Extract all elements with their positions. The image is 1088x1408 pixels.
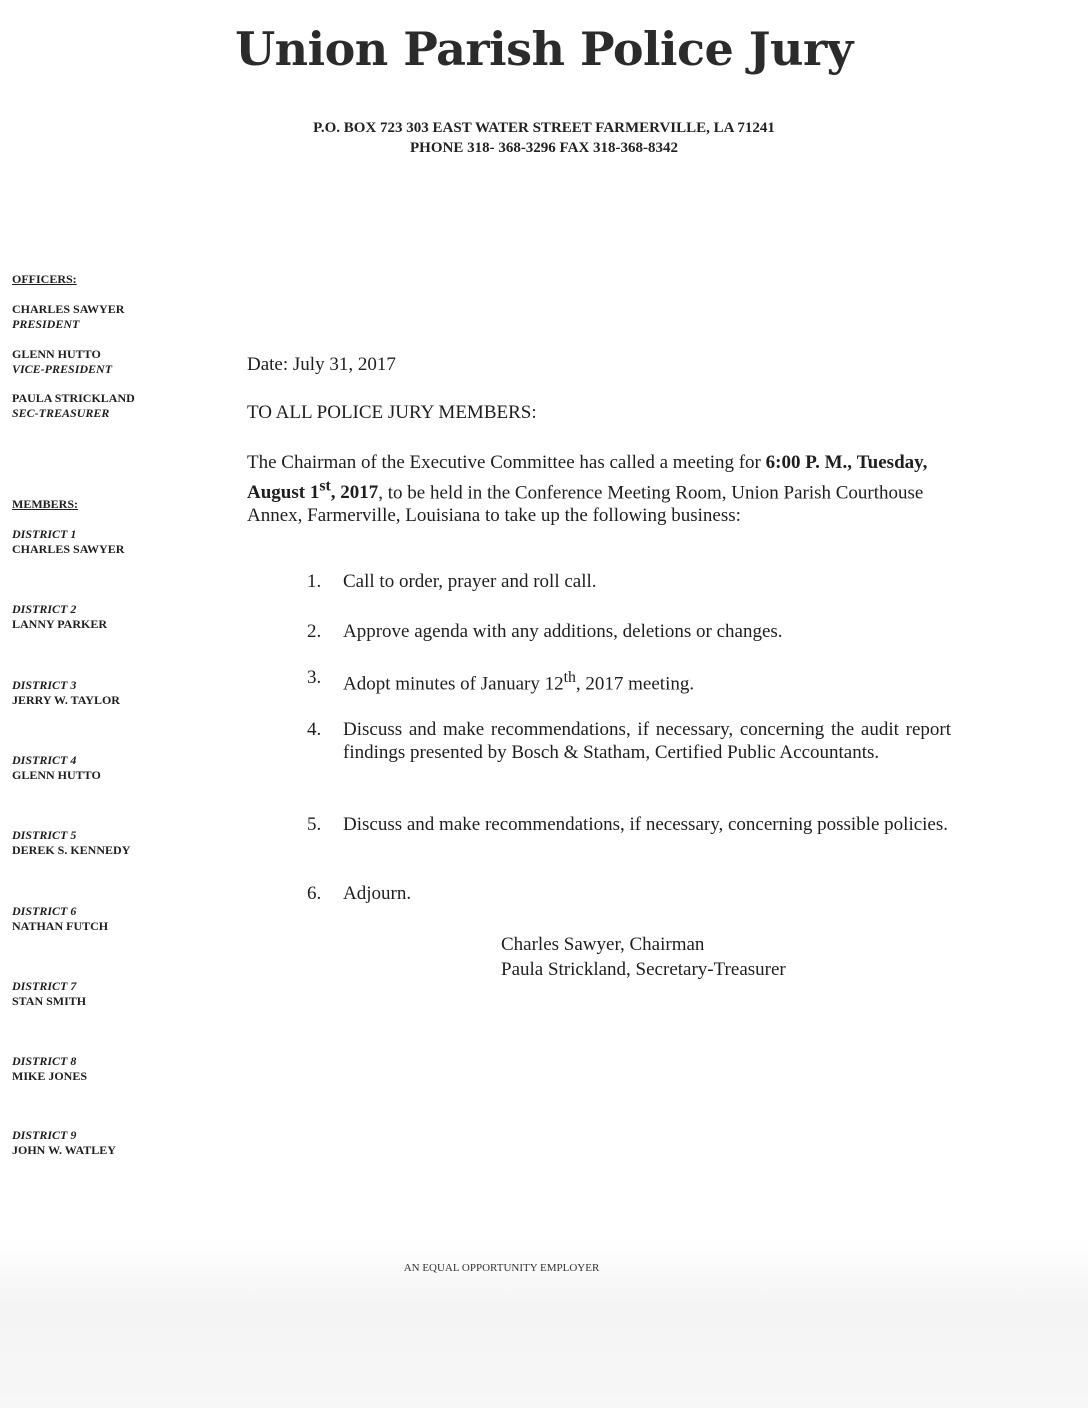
footer-text: AN EQUAL OPPORTUNITY EMPLOYER	[403, 1262, 600, 1274]
agenda-text: Discuss and make recommendations, if necessary, concerning the audit report findings presented by Bosch & Statham, Certified Public Accountants.	[343, 719, 951, 763]
intro-paragraph	[247, 451, 937, 528]
member-district: DISTRICT 9	[12, 1128, 77, 1142]
agenda-text: Approve agenda with any additions, deletions or changes.	[343, 621, 783, 642]
agenda-number: 5.	[307, 814, 322, 835]
member-district: DISTRICT 7	[12, 979, 77, 993]
member-name: DEREK S. KENNEDY	[12, 843, 131, 857]
officer-entry	[12, 302, 124, 332]
agenda-item	[307, 813, 951, 836]
members-heading: MEMBERS:	[12, 497, 78, 511]
officers-heading: OFFICERS:	[12, 272, 77, 286]
member-district: DISTRICT 6	[12, 904, 77, 918]
agenda-number: 4.	[307, 719, 322, 740]
member-name: STAN SMITH	[12, 994, 87, 1008]
agenda-text: Adopt minutes of January 12th, 2017 meeting.	[343, 669, 695, 695]
member-entry	[12, 753, 101, 783]
agenda-number: 2.	[307, 621, 322, 642]
intro-text: The Chairman of the Executive Committee has called a meeting for	[247, 452, 766, 473]
member-district: DISTRICT 5	[12, 828, 77, 842]
officer-title: PRESIDENT	[12, 317, 80, 331]
signature-chairman: Charles Sawyer, Chairman	[501, 934, 705, 955]
member-name: NATHAN FUTCH	[12, 919, 109, 933]
member-entry	[12, 527, 124, 557]
agenda-item	[307, 882, 951, 905]
letterhead-address	[0, 118, 1088, 158]
member-entry	[12, 828, 130, 858]
member-district: DISTRICT 3	[12, 678, 77, 692]
intro-text-rest: , to be held in the Conference Meeting Room, Union Parish Courthouse Annex, Farmerville, Louisiana to take up the following business:	[247, 481, 924, 527]
agenda-number: 3.	[307, 667, 322, 688]
agenda-item	[307, 718, 951, 764]
member-district: DISTRICT 2	[12, 602, 77, 616]
member-entry	[12, 904, 108, 934]
member-name: JOHN W. WATLEY	[12, 1143, 116, 1157]
member-district: DISTRICT 8	[12, 1054, 77, 1068]
officer-name: CHARLES SAWYER	[12, 302, 125, 316]
agenda-text: Adjourn.	[343, 883, 412, 904]
officer-title: SEC-TREASURER	[12, 406, 110, 420]
member-district: DISTRICT 4	[12, 753, 77, 767]
agenda-text: Discuss and make recommendations, if necessary, concerning possible policies.	[343, 814, 949, 835]
agenda-item	[307, 570, 951, 593]
member-entry	[12, 678, 120, 708]
meeting-time: 6:00 P. M.,	[765, 452, 852, 473]
agenda-item	[307, 620, 951, 643]
member-name: JERRY W. TAYLOR	[12, 693, 120, 707]
member-entry	[12, 602, 107, 632]
salutation: TO ALL POLICE JURY MEMBERS:	[247, 402, 537, 423]
letter-date: Date: July 31, 2017	[247, 354, 396, 375]
officer-entry	[12, 391, 135, 421]
officer-title: VICE-PRESIDENT	[12, 362, 113, 376]
member-entry	[12, 1054, 87, 1084]
agenda-number: 6.	[307, 883, 322, 904]
meeting-day: Tuesday, August 1st, 2017	[247, 452, 928, 503]
member-name: CHARLES SAWYER	[12, 542, 125, 556]
member-name: MIKE JONES	[12, 1069, 88, 1083]
officer-name: PAULA STRICKLAND	[12, 391, 135, 405]
member-district: DISTRICT 1	[12, 527, 77, 541]
member-name: GLENN HUTTO	[12, 768, 101, 782]
address-line: P.O. BOX 723 303 EAST WATER STREET FARMERVILLE, LA 71241	[313, 120, 775, 136]
member-entry	[12, 1128, 116, 1158]
member-name: LANNY PARKER	[12, 617, 107, 631]
agenda-text: Call to order, prayer and roll call.	[343, 571, 597, 592]
signature-secretary: Paula Strickland, Secretary-Treasurer	[501, 959, 786, 980]
phone-line: PHONE 318- 368-3296 FAX 318-368-8342	[409, 140, 679, 156]
officer-name: GLENN HUTTO	[12, 347, 101, 361]
org-name: Union Parish Police Jury	[235, 22, 853, 76]
member-entry	[12, 979, 86, 1009]
signature-block	[501, 932, 786, 982]
agenda-number: 1.	[307, 571, 322, 592]
officer-entry	[12, 347, 112, 377]
agenda-item	[307, 666, 951, 695]
